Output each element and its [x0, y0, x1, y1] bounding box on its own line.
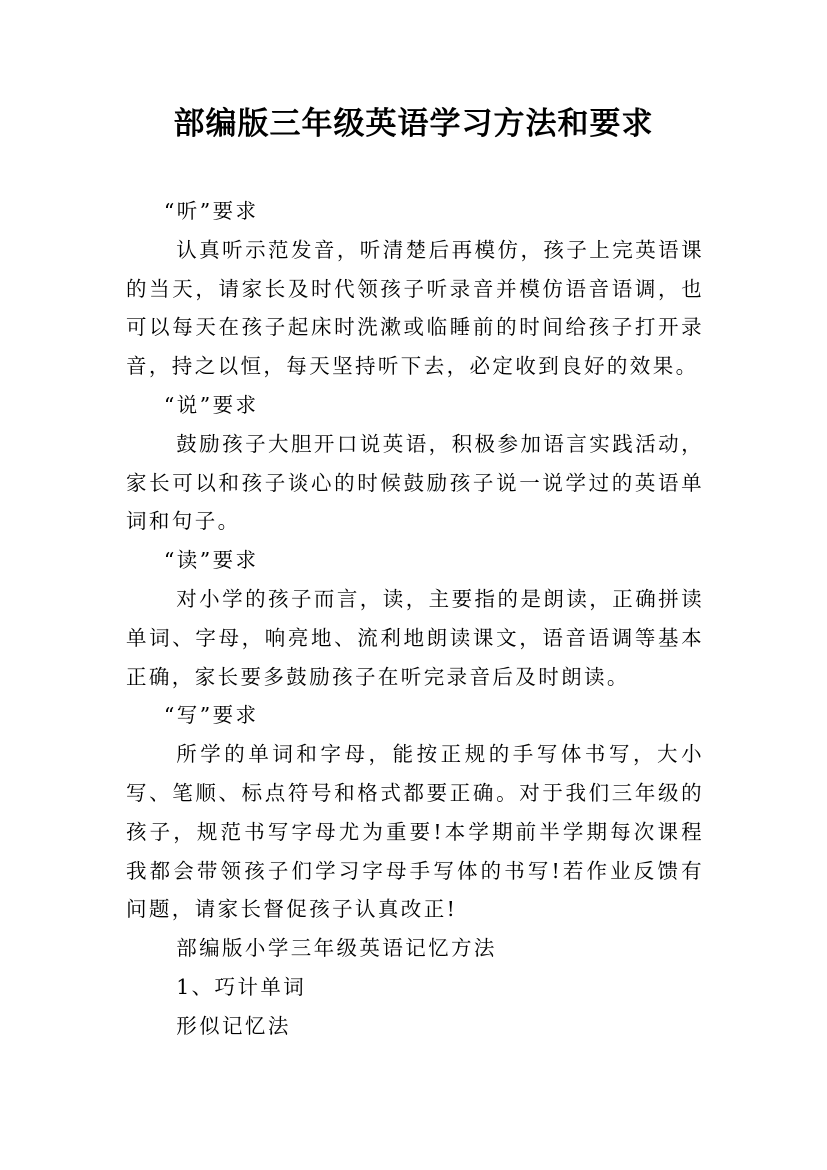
document-title: 部编版三年级英语学习方法和要求 — [173, 106, 654, 142]
paragraph-read: 对小学的孩子而言，读，主要指的是朗读，正确拼读单词、字母，响亮地、流利地朗读课文，语音语调等基本正确，家长要多鼓励孩子在听完录音后及时朗读。 — [126, 586, 704, 689]
paragraph-write: 所学的单词和字母，能按正规的手写体书写，大小写、笔顺、标点符号和格式都要正确。对于我们三年级的孩子，规范书写字母尤为重要!本学期前半学期每次课程我都会带领孩子们学习字母手写体的书写!若作业反馈有问题，请家长督促孩子认真改正! — [126, 742, 704, 922]
section-heading-read: “读”要求 — [163, 548, 259, 573]
list-item-shape-memory: 形似记忆法 — [176, 1013, 291, 1038]
section-heading-speak: “说”要求 — [163, 392, 259, 417]
subsection-title-memory: 部编版小学三年级英语记忆方法 — [176, 936, 497, 961]
paragraph-listen: 认真听示范发音，听清楚后再模仿，孩子上完英语课的当天，请家长及时代领孩子听录音并模仿语音语调，也可以每天在孩子起床时洗漱或临睡前的时间给孩子打开录音，持之以恒，每天坚持听下去，必定收到良好的效果。 — [126, 237, 704, 379]
section-heading-write: “写”要求 — [163, 703, 259, 728]
section-heading-listen: “听”要求 — [163, 199, 259, 223]
document-body — [126, 192, 704, 1046]
paragraph-speak: 鼓励孩子大胆开口说英语，积极参加语言实践活动，家长可以和孩子谈心的时候鼓励孩子说一说学过的英语单词和句子。 — [126, 431, 704, 534]
list-item-word-tips: 1、巧计单词 — [176, 974, 307, 999]
